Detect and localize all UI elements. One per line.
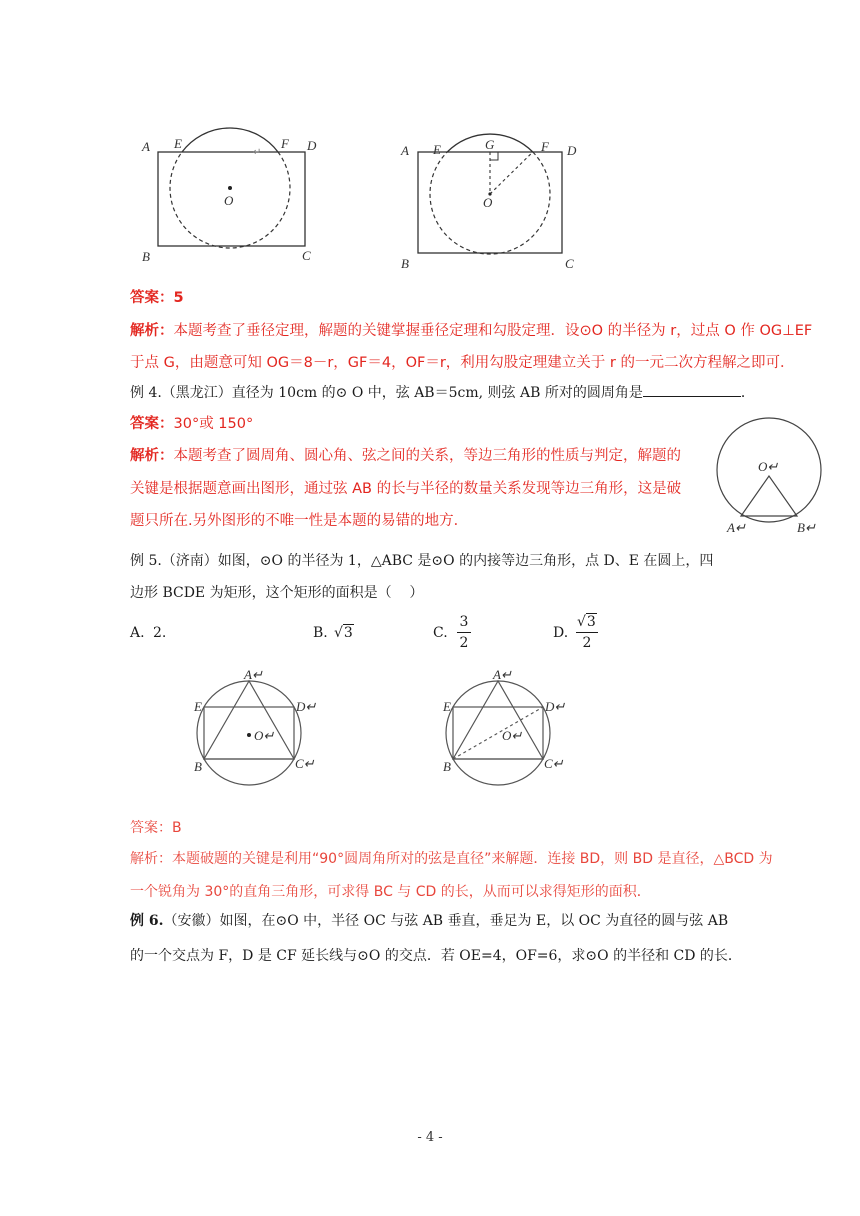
triangle-abc [204,681,294,759]
figure-inscribed-triangle-rectangle-2 [434,662,569,795]
analysis-text: 于点 G，由题意可知 OG＝8－r，GF＝4，OF＝r，利用勾股定理建立关于 r 的一元二次方程解之即可． [130,355,795,371]
example5-analysis-line1 [130,849,773,869]
numerator [576,612,598,632]
analysis-label: 解析： [130,323,174,339]
figure-rectangle-circle-1 [135,122,325,270]
radical-sign: √ [334,625,343,641]
example5-options [0,612,860,656]
example3-answer [130,288,184,308]
label-o: O [483,195,493,210]
answer-value: 5 [173,290,184,306]
analysis-text: 题只所在.另外图形的不唯一性是本题的易错的地方． [130,513,469,529]
label-a: A↵ [727,520,746,535]
label-a: A [142,139,150,154]
label-a: A [401,143,409,158]
answer-blank [643,382,741,397]
example3-analysis-line2 [130,353,794,373]
label-b: B↵ [797,520,816,535]
label-o: O [224,193,234,208]
option-a-letter: A. [130,625,145,641]
analysis-text: 本题考查了圆周角、圆心角、弦之间的关系，等边三角形的性质与判定，解题的 [173,448,681,464]
example-label: 例 6. [130,913,164,929]
analysis-text: 本题考查了垂径定理，解题的关键掌握垂径定理和勾股定理．设⊙O 的半径为 r，过点 O 作 OG⊥EF [173,323,813,339]
denominator: 2 [459,635,469,651]
option-d-letter: D. [553,625,569,641]
example4-analysis-line3 [130,511,468,531]
circle-outline [446,681,550,785]
label-b: B [142,249,150,264]
example5-analysis-line2 [130,882,651,902]
example4-question-end: ． [740,385,755,401]
option-b-sqrt [334,623,354,643]
example6-question-line1 [130,911,728,931]
dashed-diameter-bd [453,707,543,759]
option-a-value: 2. [153,625,167,641]
label-e: E [174,136,182,151]
label-c: C↵ [295,756,315,771]
option-b-letter: B. [313,625,328,641]
label-d: D [307,138,317,153]
label-d: D↵ [545,699,566,714]
label-o: O↵ [254,728,275,743]
answer-label: 答案： [130,290,174,306]
option-d-fraction [576,612,598,653]
radical-sign: √ [577,614,586,630]
label-e: E [433,142,441,157]
analysis-text: 关键是根据题意画出图形，通过弦 AB 的长与半径的数量关系发现等边三角形，这是破 [130,481,682,497]
example4-analysis-line2 [130,479,681,499]
question-text: （安徽）如图，在⊙O 中，半径 OC 与弦 AB 垂直，垂足为 E，以 OC 为直径的圆与弦 AB [163,913,729,929]
label-d: D↵ [296,699,317,714]
question-text: 例 5.（济南）如图，⊙O 的半径为 1，△ABC 是⊙O 的内接等边三角形，点 D、E 在圆上，四 [130,553,714,569]
right-angle-mark [490,152,498,160]
answer-label: 答案： [130,416,174,432]
numerator: 3 [459,614,469,630]
label-g: G [485,137,495,152]
label-d: D [567,143,577,158]
answer-value: 30°或 150° [173,416,254,432]
label-a: A↵ [244,667,263,682]
figure-inscribed-triangle-rectangle-1 [185,662,320,795]
triangle-abc [453,681,543,759]
example5-question-line1 [130,551,713,571]
center-point-o [228,186,232,190]
analysis-text: 解析：本题破题的关键是利用“90°圆周角所对的弦是直径”来解题．连接 BD，则 BD 是直径，△BCD 为 [130,851,773,867]
figure-rectangle-circle-2 [395,122,585,275]
analysis-text: 一个锐角为 30°的直角三角形，可求得 BC 与 CD 的长，从而可以求得矩形的面积． [130,884,651,900]
option-c-fraction [457,612,471,653]
label-b: B [401,256,409,271]
rectangle-bcde [453,707,543,759]
label-f: F [541,139,549,154]
answer-label: 答案： [130,820,172,836]
dashed-segment-of [490,152,533,194]
denominator: 2 [582,635,592,651]
example4-answer [130,414,253,434]
example5-answer [130,818,182,838]
page-number: - 4 - [417,1130,443,1145]
label-c: C [302,248,311,263]
paragraph-mark: ↵ [253,147,262,158]
label-b: B [194,759,202,774]
example3-analysis-line1 [130,321,812,341]
option-c-letter: C. [433,625,448,641]
question-text: 的一个交点为 F，D 是 CF 延长线与⊙O 的交点．若 OE=4，OF=6，求⊙O 的半径和 CD 的长． [130,948,742,964]
label-b: B [443,759,451,774]
radicand: 3 [586,614,596,630]
label-o: O↵ [758,459,779,474]
question-text: 边形 BCDE 为矩形，这个矩形的面积是（ ） [130,585,424,601]
radicand: 3 [343,625,353,641]
example6-question-line2 [130,946,742,966]
example4-question [130,382,755,402]
example4-question-text: 例 4.（黑龙江）直径为 10cm 的⊙ O 中，弦 AB＝5cm, 则弦 AB 所对的圆周角是 [130,385,643,401]
label-f: F [281,136,289,151]
circle-solid-arc [182,128,278,152]
label-e: E [194,699,202,714]
label-a: A↵ [493,667,512,682]
answer-value: B [172,820,182,836]
example5-question-line2 [130,583,423,603]
label-e: E [443,699,451,714]
triangle-oab [741,476,797,516]
center-point-o [247,733,251,737]
label-c: C [565,256,574,271]
label-c: C↵ [544,756,564,771]
figure-circle-equilateral-triangle [710,410,830,540]
example4-analysis-line1 [130,446,681,466]
label-o: O↵ [502,728,523,743]
analysis-label: 解析： [130,448,174,464]
